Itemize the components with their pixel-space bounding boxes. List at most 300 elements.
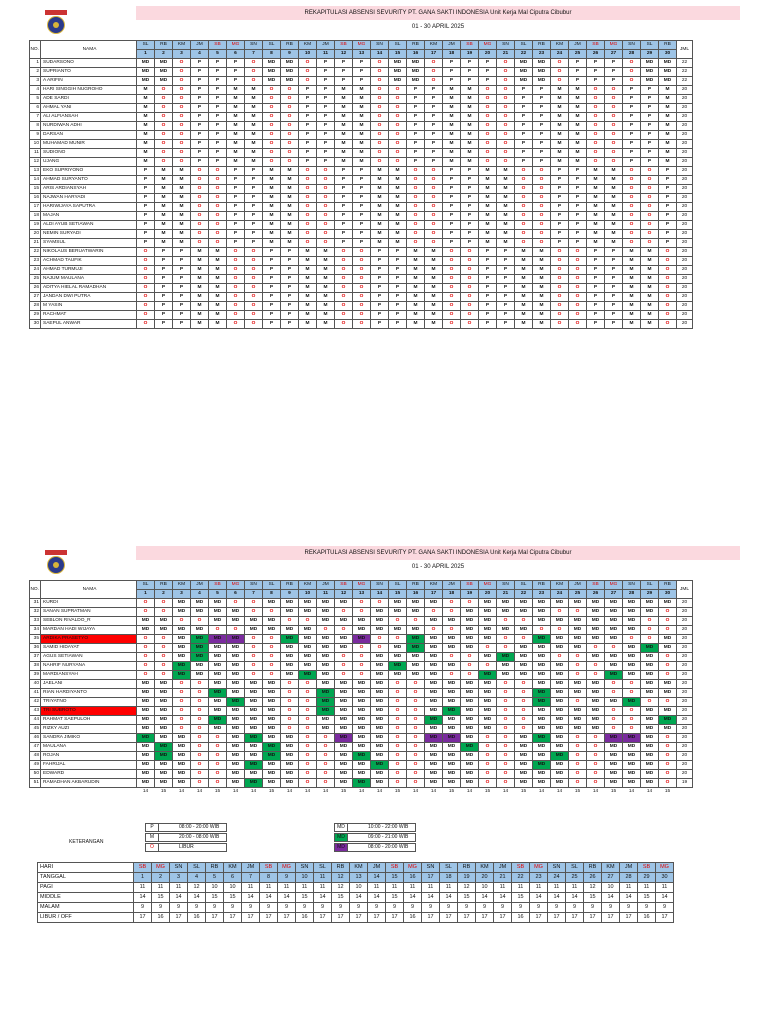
shift-cell: O	[515, 212, 533, 221]
shift-cell: MD	[317, 698, 335, 707]
shift-cell: M	[335, 131, 353, 140]
shift-cell: MD	[515, 734, 533, 743]
summary-value: 15	[584, 893, 602, 903]
shift-cell: M	[137, 86, 155, 95]
shift-cell: P	[623, 104, 641, 113]
date-header: 8	[263, 50, 281, 59]
date-header: 29	[641, 50, 659, 59]
row-number: 33	[30, 617, 41, 626]
shift-cell: O	[479, 86, 497, 95]
shift-cell: P	[479, 311, 497, 320]
shift-cell: MD	[335, 644, 353, 653]
shift-cell: O	[335, 266, 353, 275]
summary-row	[38, 883, 674, 893]
daily-total: 15	[484, 789, 491, 794]
col-name-header: NAMA	[41, 41, 137, 59]
shift-cell: P	[551, 194, 569, 203]
sheet-date-range: 01 - 30 APRIL 2025	[411, 24, 465, 30]
shift-cell: P	[587, 248, 605, 257]
shift-cell: M	[551, 140, 569, 149]
shift-cell: MD	[479, 671, 497, 680]
shift-cell: MD	[587, 635, 605, 644]
day-header: KM	[425, 581, 443, 590]
shift-cell: MD	[317, 707, 335, 716]
shift-cell: MD	[371, 662, 389, 671]
shift-cell: MD	[443, 725, 461, 734]
shift-cell: M	[587, 212, 605, 221]
shift-cell: P	[173, 311, 191, 320]
shift-cell: O	[299, 239, 317, 248]
table-row	[30, 320, 693, 329]
daily-total: 14	[178, 789, 185, 794]
shift-cell: M	[407, 275, 425, 284]
shift-cell: O	[605, 140, 623, 149]
shift-cell: O	[515, 725, 533, 734]
shift-cell: P	[605, 311, 623, 320]
shift-cell: P	[461, 68, 479, 77]
employee-name: MARDIANSYAH	[41, 671, 137, 680]
shift-cell: P	[371, 284, 389, 293]
shift-cell: MD	[569, 689, 587, 698]
shift-cell: M	[299, 284, 317, 293]
shift-cell: P	[443, 239, 461, 248]
shift-cell: M	[605, 221, 623, 230]
shift-cell: MD	[155, 626, 173, 635]
shift-cell: O	[299, 761, 317, 770]
shift-cell: O	[137, 311, 155, 320]
shift-cell: M	[191, 275, 209, 284]
shift-cell: M	[263, 230, 281, 239]
day-header: SL	[515, 581, 533, 590]
row-total: 22	[677, 59, 693, 68]
shift-cell: M	[155, 167, 173, 176]
summary-value: MG	[152, 863, 170, 873]
shift-cell: MD	[317, 599, 335, 608]
row-total: 20	[677, 617, 693, 626]
summary-value: 11	[368, 883, 386, 893]
shift-cell: MD	[641, 779, 659, 788]
shift-cell: M	[479, 194, 497, 203]
shift-cell: M	[317, 266, 335, 275]
shift-cell: O	[155, 113, 173, 122]
shift-cell: P	[569, 176, 587, 185]
shift-cell: M	[479, 185, 497, 194]
shift-cell: O	[191, 698, 209, 707]
shift-cell: MD	[623, 644, 641, 653]
shift-cell: P	[443, 167, 461, 176]
shift-cell: P	[317, 104, 335, 113]
shift-cell: P	[227, 167, 245, 176]
shift-cell: M	[389, 221, 407, 230]
shift-cell: P	[533, 104, 551, 113]
shift-cell: O	[389, 140, 407, 149]
shift-cell: MD	[281, 779, 299, 788]
row-number: 48	[30, 752, 41, 761]
date-header: 4	[191, 50, 209, 59]
shift-cell: MD	[533, 761, 551, 770]
shift-cell: P	[587, 320, 605, 329]
shift-cell: MD	[371, 707, 389, 716]
shift-cell: MD	[605, 662, 623, 671]
shift-cell: MD	[155, 707, 173, 716]
shift-cell: O	[623, 68, 641, 77]
shift-cell: O	[191, 185, 209, 194]
shift-cell: O	[389, 761, 407, 770]
shift-cell: O	[479, 113, 497, 122]
shift-cell: O	[299, 221, 317, 230]
shift-cell: P	[497, 284, 515, 293]
shift-cell: O	[497, 140, 515, 149]
shift-cell: O	[569, 302, 587, 311]
shift-cell: MD	[281, 752, 299, 761]
shift-cell: MD	[551, 752, 569, 761]
shift-cell: P	[155, 302, 173, 311]
shift-cell: O	[515, 185, 533, 194]
shift-cell: P	[515, 122, 533, 131]
row-total: 20	[677, 167, 693, 176]
shift-cell: P	[137, 194, 155, 203]
date-header: 12	[335, 590, 353, 599]
shift-cell: M	[461, 158, 479, 167]
shift-cell: M	[155, 176, 173, 185]
shift-cell: O	[479, 158, 497, 167]
shift-cell: M	[335, 95, 353, 104]
shift-cell: O	[443, 671, 461, 680]
shift-cell: P	[155, 257, 173, 266]
summary-value: 9	[566, 903, 584, 913]
shift-cell: MD	[137, 698, 155, 707]
shift-cell: M	[479, 230, 497, 239]
shift-cell: MD	[137, 761, 155, 770]
row-number: 27	[30, 293, 41, 302]
shift-cell: O	[173, 77, 191, 86]
summary-value: 9	[332, 903, 350, 913]
shift-cell: P	[335, 167, 353, 176]
shift-cell: MD	[245, 743, 263, 752]
shift-cell: MD	[425, 635, 443, 644]
summary-value: 16	[404, 873, 422, 883]
row-number: 39	[30, 671, 41, 680]
shift-cell: M	[515, 302, 533, 311]
shift-cell: O	[497, 77, 515, 86]
shift-cell: MD	[317, 671, 335, 680]
shift-cell: O	[173, 95, 191, 104]
shift-cell: P	[245, 239, 263, 248]
shift-cell: M	[353, 95, 371, 104]
shift-cell: O	[173, 725, 191, 734]
day-header: MG	[605, 41, 623, 50]
shift-cell: M	[605, 203, 623, 212]
shift-cell: MD	[407, 599, 425, 608]
shift-cell: O	[173, 140, 191, 149]
shift-cell: M	[299, 311, 317, 320]
shift-cell: MD	[425, 698, 443, 707]
table-row	[30, 302, 693, 311]
date-header: 18	[443, 50, 461, 59]
employee-name: MUHAMAD MUNIR	[41, 140, 137, 149]
shift-cell: MD	[137, 707, 155, 716]
shift-cell: P	[623, 86, 641, 95]
shift-cell: P	[353, 176, 371, 185]
shift-cell: O	[245, 59, 263, 68]
employee-name: NURDIWAN ADHI	[41, 122, 137, 131]
shift-cell: O	[623, 221, 641, 230]
shift-cell: O	[425, 203, 443, 212]
shift-cell: O	[623, 194, 641, 203]
shift-cell: O	[245, 320, 263, 329]
shift-cell: MD	[155, 725, 173, 734]
day-header: MG	[479, 41, 497, 50]
day-header: MG	[605, 581, 623, 590]
shift-cell: P	[335, 203, 353, 212]
shift-cell: P	[641, 122, 659, 131]
shift-cell: O	[497, 680, 515, 689]
shift-cell: O	[191, 752, 209, 761]
shift-cell: O	[317, 185, 335, 194]
shift-cell: P	[227, 59, 245, 68]
shift-cell: O	[209, 743, 227, 752]
shift-cell: MD	[641, 662, 659, 671]
shift-cell: P	[353, 185, 371, 194]
shift-cell: P	[659, 194, 677, 203]
shift-cell: M	[605, 212, 623, 221]
shift-cell: MD	[263, 716, 281, 725]
date-header: 3	[173, 590, 191, 599]
shift-cell: M	[569, 122, 587, 131]
shift-cell: P	[641, 113, 659, 122]
shift-cell: M	[137, 131, 155, 140]
shift-cell: O	[263, 158, 281, 167]
shift-cell: M	[371, 239, 389, 248]
shift-cell: P	[245, 221, 263, 230]
employee-name: ALDI AYUB SETIAWAN	[41, 221, 137, 230]
date-header: 28	[623, 50, 641, 59]
shift-cell: MD	[659, 59, 677, 68]
employee-name: NAHRIF NURYANA	[41, 662, 137, 671]
shift-cell: MD	[515, 662, 533, 671]
summary-value: 9	[638, 903, 656, 913]
shift-cell: O	[569, 671, 587, 680]
shift-cell: M	[569, 113, 587, 122]
shift-cell: MD	[443, 734, 461, 743]
shift-cell: O	[497, 113, 515, 122]
summary-row	[38, 863, 674, 873]
shift-cell: O	[137, 608, 155, 617]
shift-cell: M	[353, 113, 371, 122]
shift-cell: O	[317, 626, 335, 635]
shift-cell: O	[173, 59, 191, 68]
shift-cell: MD	[227, 689, 245, 698]
shift-cell: O	[245, 77, 263, 86]
shift-cell: O	[191, 734, 209, 743]
shift-cell: O	[479, 743, 497, 752]
shift-cell: O	[209, 185, 227, 194]
shift-cell: M	[389, 203, 407, 212]
row-number: 21	[30, 239, 41, 248]
shift-cell: MD	[281, 644, 299, 653]
shift-cell: MD	[245, 698, 263, 707]
date-header: 11	[317, 50, 335, 59]
employee-name: SUDARSONO	[41, 59, 137, 68]
table-row	[30, 671, 693, 680]
row-number: 30	[30, 320, 41, 329]
shift-cell: O	[641, 617, 659, 626]
shift-cell: P	[173, 293, 191, 302]
shift-cell: MD	[587, 725, 605, 734]
shift-cell: O	[515, 680, 533, 689]
table-row	[30, 752, 693, 761]
shift-cell: O	[209, 734, 227, 743]
shift-cell: O	[569, 284, 587, 293]
shift-cell: O	[281, 689, 299, 698]
shift-cell: MD	[209, 707, 227, 716]
shift-cell: P	[605, 320, 623, 329]
employee-name: TRI SUBROTO	[41, 707, 137, 716]
day-header: SL	[515, 41, 533, 50]
shift-cell: P	[605, 302, 623, 311]
shift-cell: O	[263, 662, 281, 671]
shift-cell: P	[461, 176, 479, 185]
shift-cell: M	[371, 230, 389, 239]
shift-cell: O	[353, 257, 371, 266]
shift-cell: P	[137, 203, 155, 212]
shift-cell: O	[389, 716, 407, 725]
summary-value: 9	[494, 903, 512, 913]
shift-cell: P	[335, 59, 353, 68]
shift-cell: MD	[227, 653, 245, 662]
shift-cell: M	[317, 320, 335, 329]
summary-value: 11	[386, 883, 404, 893]
shift-cell: O	[425, 194, 443, 203]
shift-cell: P	[461, 203, 479, 212]
shift-cell: MD	[317, 644, 335, 653]
daily-total: 14	[412, 789, 419, 794]
summary-value: 9	[260, 903, 278, 913]
shift-cell: M	[605, 239, 623, 248]
shift-cell: P	[389, 302, 407, 311]
shift-cell: M	[425, 293, 443, 302]
shift-cell: MD	[263, 599, 281, 608]
summary-value: 9	[476, 903, 494, 913]
shift-cell: P	[569, 167, 587, 176]
shift-cell: MD	[263, 743, 281, 752]
shift-cell: MD	[497, 599, 515, 608]
shift-cell: O	[443, 653, 461, 662]
shift-cell: O	[335, 248, 353, 257]
shift-cell: M	[173, 167, 191, 176]
shift-cell: MD	[173, 743, 191, 752]
shift-cell: O	[227, 320, 245, 329]
date-header: 29	[641, 590, 659, 599]
shift-cell: O	[389, 158, 407, 167]
shift-cell: P	[155, 248, 173, 257]
shift-cell: MD	[551, 662, 569, 671]
summary-value: 15	[458, 893, 476, 903]
shift-cell: P	[191, 68, 209, 77]
shift-cell: O	[353, 293, 371, 302]
date-header: 16	[407, 50, 425, 59]
shift-cell: P	[317, 59, 335, 68]
shift-cell: M	[245, 86, 263, 95]
table-row	[30, 104, 693, 113]
shift-cell: MD	[425, 671, 443, 680]
summary-value: RB	[584, 863, 602, 873]
summary-value: RB	[332, 863, 350, 873]
shift-cell: P	[335, 212, 353, 221]
shift-cell: O	[389, 617, 407, 626]
shift-cell: P	[641, 149, 659, 158]
shift-cell: P	[389, 257, 407, 266]
shift-cell: M	[425, 275, 443, 284]
shift-cell: P	[479, 257, 497, 266]
shift-cell: M	[191, 320, 209, 329]
shift-cell: O	[641, 230, 659, 239]
shift-cell: M	[353, 122, 371, 131]
shift-cell: MD	[515, 770, 533, 779]
shift-cell: MD	[371, 608, 389, 617]
summary-value: 9	[206, 903, 224, 913]
row-total: 19	[677, 779, 693, 788]
row-total: 20	[677, 293, 693, 302]
shift-cell: MD	[551, 707, 569, 716]
shift-cell: O	[659, 248, 677, 257]
row-total: 20	[677, 104, 693, 113]
shift-cell: M	[497, 212, 515, 221]
shift-cell: M	[155, 230, 173, 239]
table-row	[30, 734, 693, 743]
shift-cell: M	[155, 185, 173, 194]
shift-cell: MD	[137, 752, 155, 761]
shift-cell: O	[227, 293, 245, 302]
shift-cell: O	[479, 140, 497, 149]
shift-cell: P	[191, 122, 209, 131]
shift-cell: P	[227, 77, 245, 86]
shift-cell: M	[191, 266, 209, 275]
shift-cell: O	[641, 626, 659, 635]
shift-cell: O	[317, 770, 335, 779]
shift-cell: O	[299, 680, 317, 689]
row-number: 24	[30, 266, 41, 275]
shift-cell: P	[479, 275, 497, 284]
shift-cell: O	[443, 293, 461, 302]
shift-cell: MD	[353, 752, 371, 761]
shift-cell: MD	[173, 761, 191, 770]
shift-cell: O	[479, 770, 497, 779]
shift-cell: O	[191, 212, 209, 221]
summary-value: 9	[134, 903, 152, 913]
shift-cell: O	[245, 293, 263, 302]
shift-cell: MD	[623, 626, 641, 635]
shift-cell: P	[569, 59, 587, 68]
shift-cell: MD	[371, 626, 389, 635]
shift-cell: O	[641, 185, 659, 194]
shift-cell: M	[227, 122, 245, 131]
shift-cell: P	[533, 86, 551, 95]
shift-cell: M	[407, 257, 425, 266]
shift-cell: M	[407, 266, 425, 275]
summary-label: LIBUR / OFF	[38, 913, 134, 923]
shift-cell: MD	[551, 698, 569, 707]
day-header: SN	[623, 41, 641, 50]
shift-cell: MD	[353, 743, 371, 752]
shift-cell: M	[515, 293, 533, 302]
shift-cell: P	[587, 311, 605, 320]
shift-cell: O	[641, 212, 659, 221]
shift-cell: O	[155, 653, 173, 662]
shift-cell: M	[605, 194, 623, 203]
summary-value: 10	[224, 883, 242, 893]
summary-value: SB	[638, 863, 656, 873]
